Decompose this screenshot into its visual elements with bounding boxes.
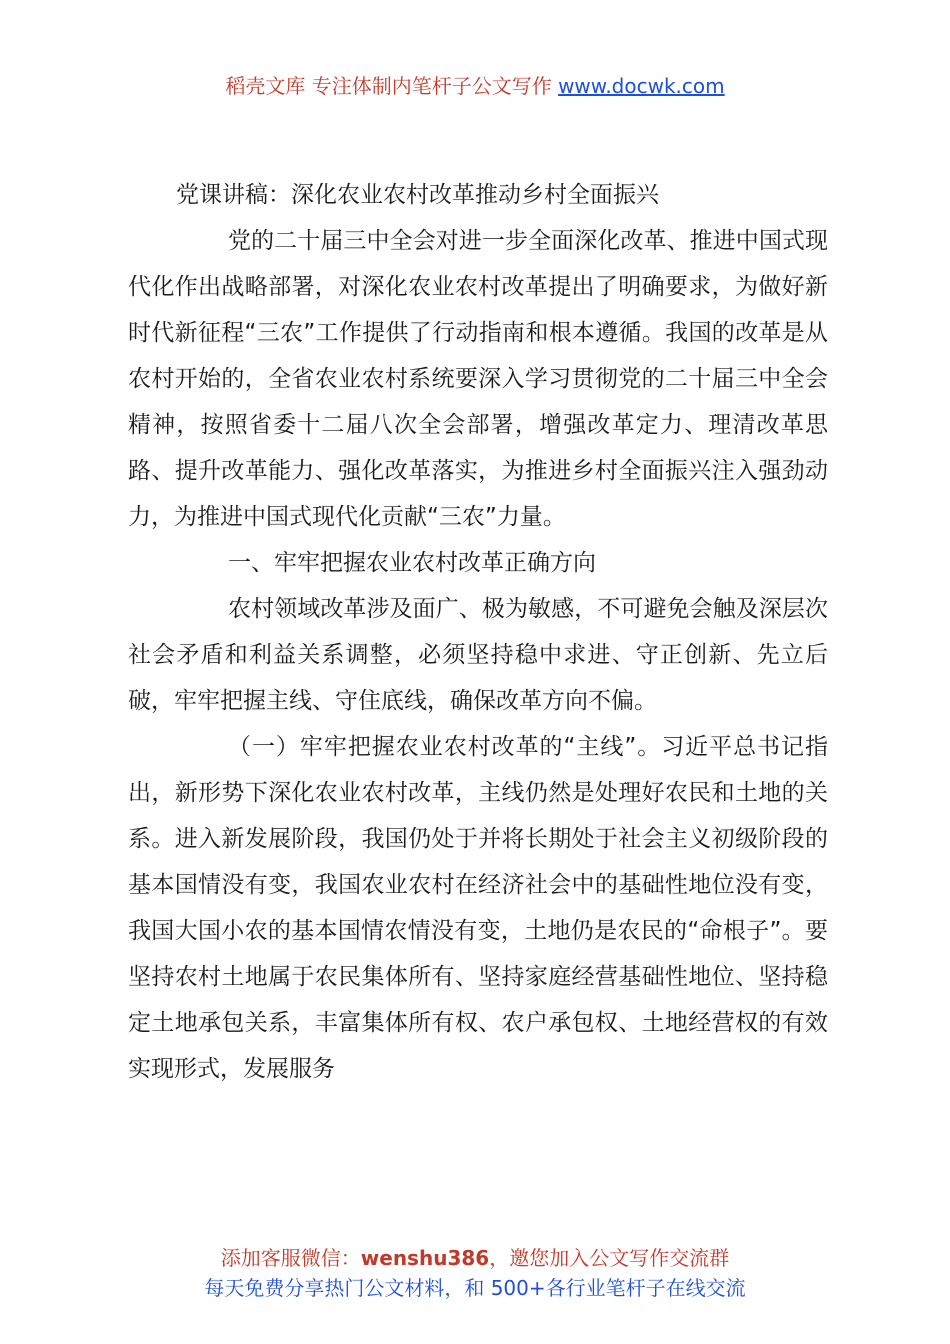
footer-wechat-line	[0, 1242, 950, 1271]
footer-wechat-id: wenshu386	[360, 1246, 490, 1270]
document-body	[128, 172, 828, 1092]
footer-prefix: 添加客服微信：	[220, 1246, 361, 1270]
header-site-link[interactable]: www.docwk.com	[558, 74, 725, 98]
paragraph-subsection-1: （一）牢牢把握农业农村改革的“主线”。习近平总书记指出，新形势下深化农业农村改革，主线仍然是处理好农民和土地的关系。进入新发展阶段，我国仍处于并将长期处于社会主义初级阶段的基本国情没有变，我国农业农村在经济社会中的基础性地位没有变，我国大国小农的基本国情农情没有变，土地仍是农民的“命根子”。要坚持农村土地属于农民集体所有、坚持家庭经营基础性地位、坚持稳定土地承包关系，丰富集体所有权、农户承包权、土地经营权的有效实现形式，发展服务	[128, 734, 828, 1082]
watermark-header	[0, 70, 950, 99]
footer-share-line: 每天免费分享热门公文材料，和 500+各行业笔杆子在线交流	[204, 1276, 746, 1300]
paragraph-section-1: 农村领域改革涉及面广、极为敏感，不可避免会触及深层次社会矛盾和利益关系调整，必须坚持稳中求进、守正创新、先立后破，牢牢把握主线、守住底线，确保改革方向不偏。	[128, 596, 828, 714]
section-heading-1: 一、牢牢把握农业农村改革正确方向	[228, 550, 596, 576]
header-brand: 稻壳文库 专注体制内笔杆子公文写作	[225, 74, 559, 98]
paragraph-intro: 党的二十届三中全会对进一步全面深化改革、推进中国式现代化作出战略部署，对深化农业农村改革提出了明确要求，为做好新时代新征程“三农”工作提供了行动指南和根本遵循。我国的改革是从农村开始的，全省农业农村系统要深入学习贯彻党的二十届三中全会精神，按照省委十二届八次全会部署，增强改革定力、理清改革思路、提升改革能力、强化改革落实，为推进乡村全面振兴注入强劲动力，为推进中国式现代化贡献“三农”力量。	[128, 228, 828, 530]
footer-suffix: ，邀您加入公文写作交流群	[489, 1246, 730, 1270]
document-title: 党课讲稿：深化农业农村改革推动乡村全面振兴	[176, 182, 659, 208]
